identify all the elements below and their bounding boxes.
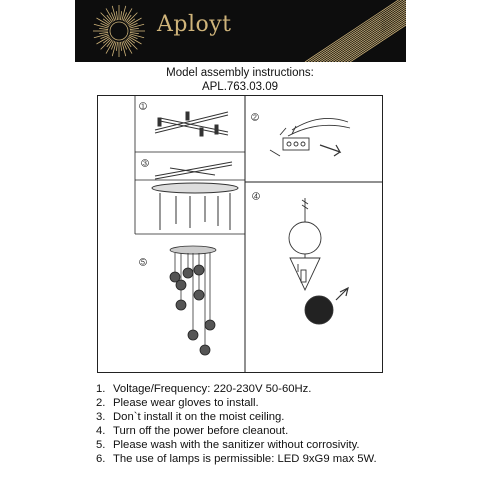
step1-drawing: [155, 112, 228, 136]
instruction-item: 3. Don`t install it on the moist ceiling.: [96, 410, 285, 423]
model-code: APL.763.03.09: [201, 81, 279, 93]
step-2-label: 2: [253, 114, 257, 122]
step-1-label: 1: [141, 103, 145, 111]
step-5-label: 5: [141, 259, 145, 267]
instructions-list: [96, 383, 377, 466]
instruction-item: 2. Please wear gloves to install.: [96, 396, 259, 409]
pendant-cluster-drawing: [170, 246, 216, 355]
document-title: Model assembly instructions:: [166, 67, 314, 79]
step2-drawing: [270, 118, 350, 156]
step4-drawing: [289, 198, 348, 324]
instruction-item: 1. Voltage/Frequency: 220-230V 50-60Hz.: [96, 383, 312, 395]
canopy-drawing: [152, 183, 238, 230]
step-3-label: 3: [143, 160, 147, 168]
brand-name: Aployt: [157, 12, 232, 37]
step3-drawing: [155, 162, 232, 179]
instruction-item: 6. The use of lamps is permissible: LED 9xG9 max 5W.: [96, 452, 377, 465]
instruction-item: 5. Please wash with the sanitizer without corrosivity.: [96, 438, 360, 451]
instruction-item: 4. Turn off the power before cleanout.: [96, 424, 289, 437]
step-4-label: 4: [254, 193, 258, 201]
